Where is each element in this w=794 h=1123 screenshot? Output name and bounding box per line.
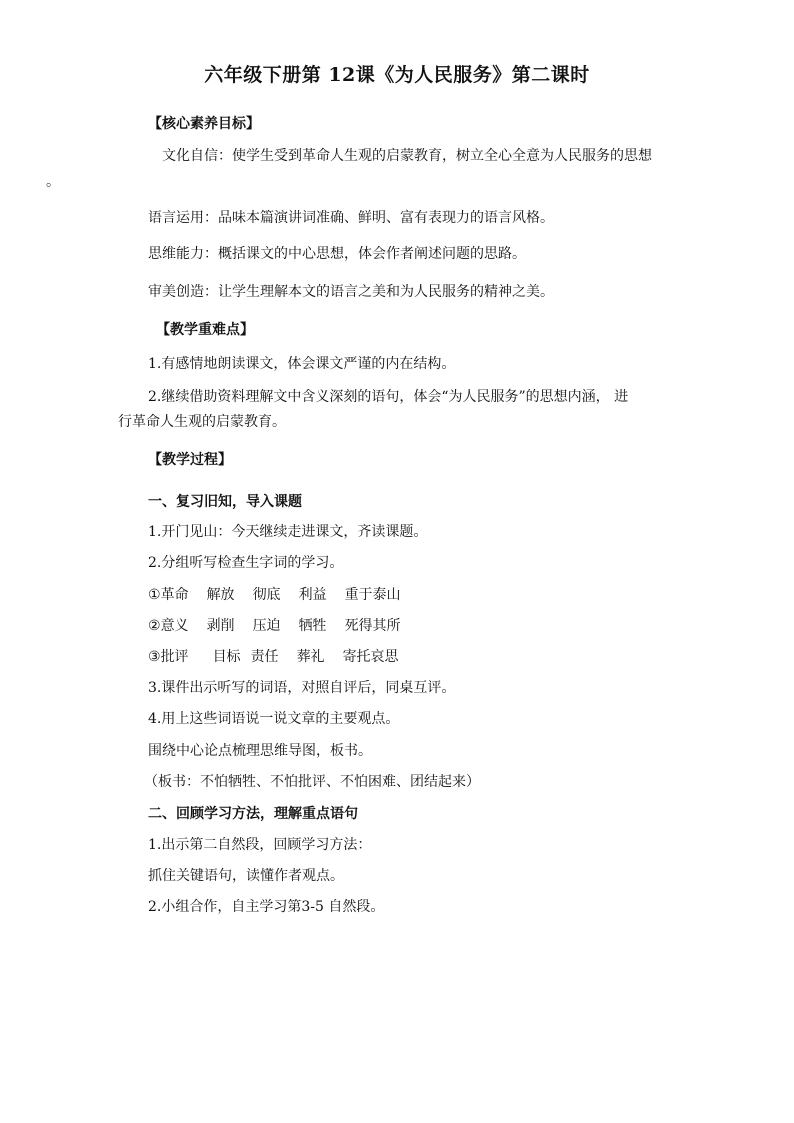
vocab-word: 目标 (212, 649, 241, 665)
culture-goal-line2: 。 (46, 174, 60, 190)
vocab-marker: ③ (148, 649, 161, 665)
section1-step3: 3.课件出示听写的词语，对照自评后，同桌互评。 (148, 680, 456, 696)
vocab-word: 革命 (160, 587, 189, 603)
section2-step1: 1.出示第二自然段，回顾学习方法： (148, 837, 372, 853)
vocab-marker: ① (148, 587, 161, 603)
section2-method: 抓住关键语句，读懂作者观点。 (148, 868, 344, 884)
vocab-word: 牺牲 (298, 618, 327, 634)
key-point-2-line2: 行革命人生观的启蒙教育。 (118, 414, 286, 430)
vocab-word: 重于泰山 (344, 587, 401, 603)
vocab-marker: ② (148, 618, 161, 634)
core-goals-heading: 【核心素养目标】 (148, 116, 260, 132)
page-title: 六年级下册第 12课《为人民服务》第二课时 (204, 64, 590, 86)
section2-step2: 2.小组合作，自主学习第3-5 自然段。 (148, 899, 385, 915)
vocab-word: 解放 (206, 587, 235, 603)
vocab-group-1 (148, 585, 419, 605)
key-point-1: 1.有感情地朗读课文，体会课文严谨的内在结构。 (148, 356, 456, 372)
mindmap-note: 围绕中心论点梳理思维导图，板书。 (148, 743, 372, 759)
vocab-word: 利益 (298, 587, 327, 603)
section1-step4: 4.用上这些词语说一说文章的主要观点。 (148, 711, 400, 727)
vocab-word: 死得其所 (344, 618, 401, 634)
language-goal: 语言运用：品味本篇演讲词准确、鲜明、富有表现力的语言风格。 (148, 210, 554, 226)
vocab-group-2 (148, 616, 419, 636)
key-point-2-line1: 2.继续借助资料理解文中含义深刻的语句，体会“为人民服务”的思想内涵， 进 (148, 389, 629, 405)
section1-heading: 一、复习旧知，导入课题 (148, 494, 302, 510)
vocab-word: 压迫 (252, 618, 281, 634)
vocab-word: 责任 (250, 649, 279, 665)
vocab-group-3 (148, 647, 417, 667)
aesthetic-goal: 审美创造：让学生理解本文的语言之美和为人民服务的精神之美。 (148, 284, 554, 300)
vocab-word: 彻底 (252, 587, 281, 603)
vocab-word: 批评 (160, 649, 189, 665)
vocab-word: 寄托哀思 (342, 649, 399, 665)
section1-step2: 2.分组听写检查生字词的学习。 (148, 555, 344, 571)
process-heading: 【教学过程】 (148, 452, 232, 468)
culture-goal-line1: 文化自信：使学生受到革命人生观的启蒙教育，树立全心全意为人民服务的思想 (162, 148, 652, 164)
vocab-word: 意义 (160, 618, 189, 634)
section2-heading: 二、回顾学习方法，理解重点语句 (148, 806, 358, 822)
section1-step1: 1.开门见山：今天继续走进课文，齐读课题。 (148, 524, 428, 540)
vocab-word: 剥削 (206, 618, 235, 634)
key-points-heading: 【教学重难点】 (156, 322, 254, 338)
thinking-goal: 思维能力：概括课文的中心思想，体会作者阐述问题的思路。 (148, 246, 526, 262)
board-note: （板书：不怕牺牲、不怕批评、不怕困难、团结起来） (144, 774, 480, 790)
vocab-word: 葬礼 (296, 649, 325, 665)
